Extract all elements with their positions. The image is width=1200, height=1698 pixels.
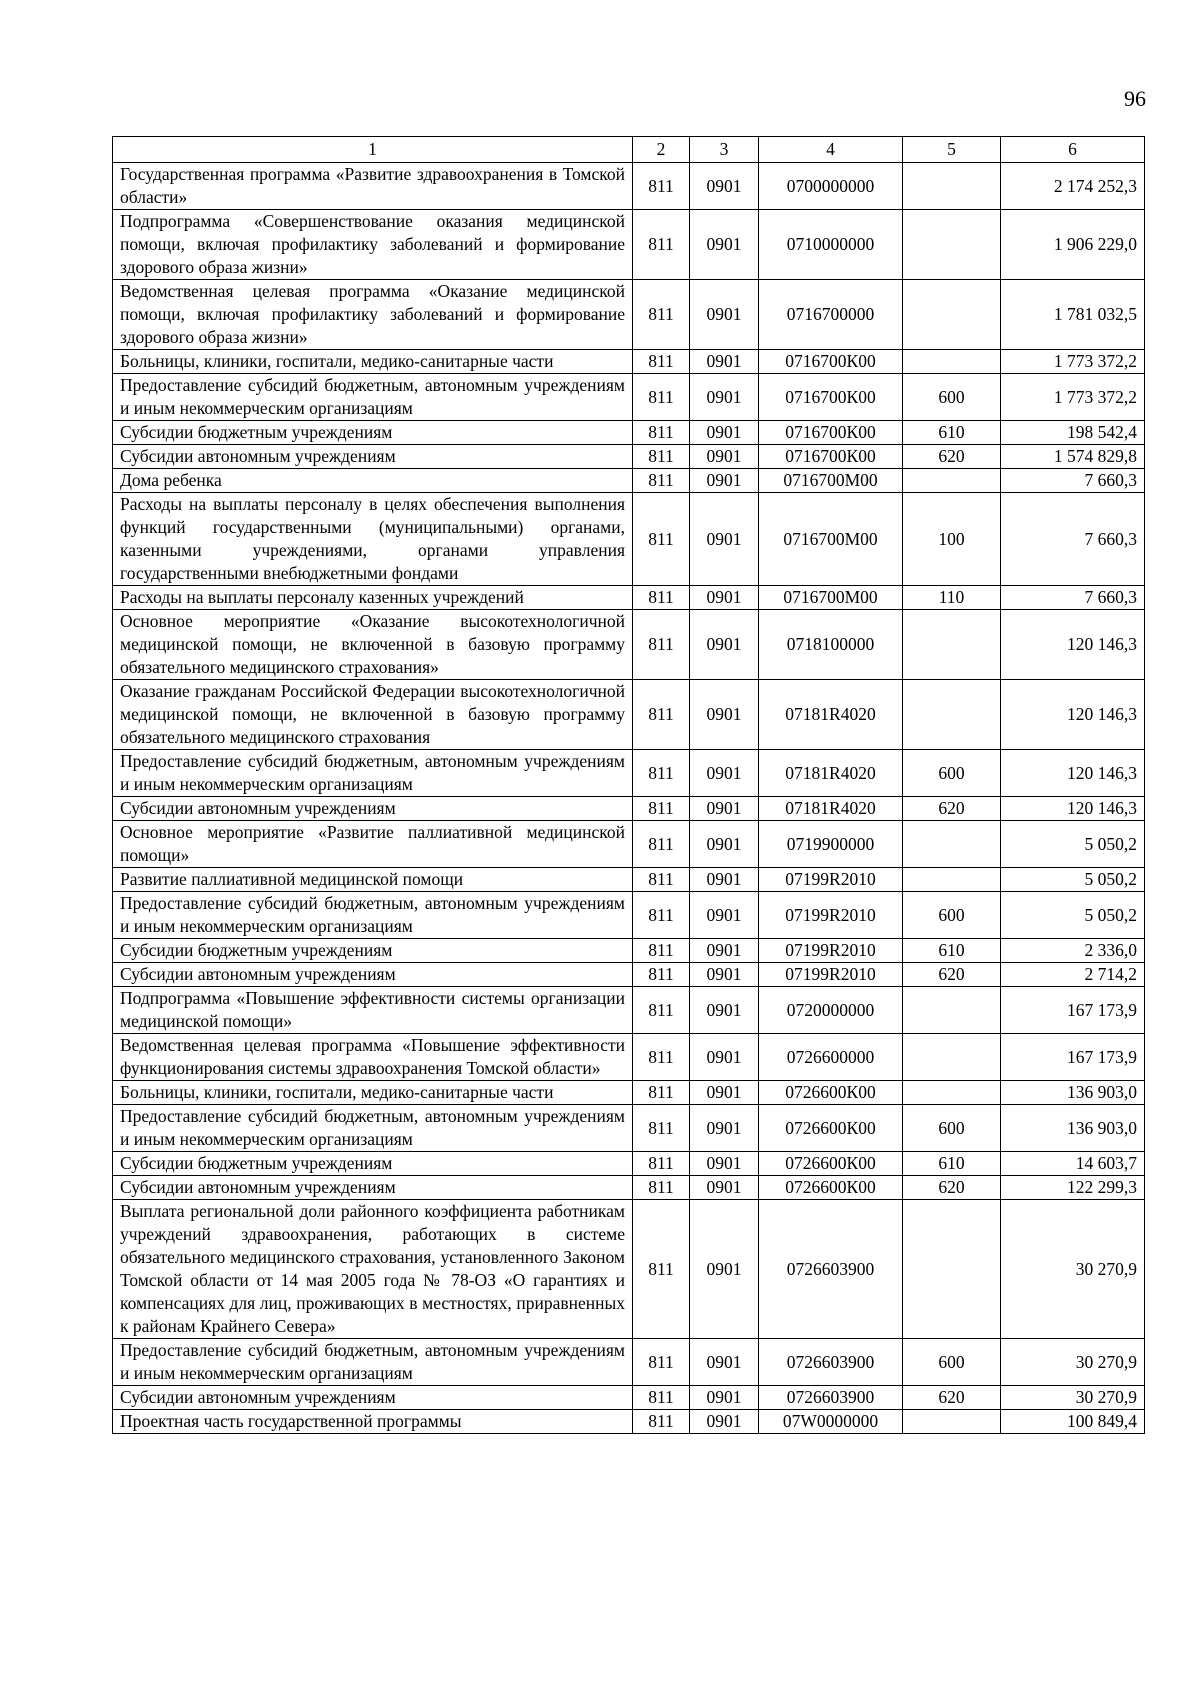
row-name: Субсидии автономным учреждениям — [113, 1386, 633, 1410]
row-expense-type: 110 — [903, 586, 1001, 610]
row-amount: 100 849,4 — [1001, 1410, 1145, 1434]
row-expense-type — [903, 1081, 1001, 1105]
table-row — [113, 1176, 1145, 1200]
row-name: Подпрограмма «Повышение эффективности системы организации медицинской помощи» — [113, 987, 633, 1034]
table-row — [113, 610, 1145, 680]
row-name: Основное мероприятие «Оказание высокотехнологичной медицинской помощи, не включенной в базовую программу обязательного медицинского страхования» — [113, 610, 633, 680]
row-section-code: 0901 — [690, 797, 759, 821]
row-target-code: 0726603900 — [759, 1200, 903, 1339]
row-name: Выплата региональной доли районного коэффициента работникам учреждений здравоохранения, работающих в системе обязательного медицинского страхования, установленного Законом Томской области от 14 мая 2005 года № 78-ОЗ «О гарантиях и компенсациях для лиц, проживающих в местностях, приравненных к районам Крайнего Севера» — [113, 1200, 633, 1339]
row-section-code: 0901 — [690, 1081, 759, 1105]
row-expense-type — [903, 163, 1001, 210]
table-row — [113, 1081, 1145, 1105]
row-ministry-code: 811 — [633, 1081, 690, 1105]
row-amount: 120 146,3 — [1001, 750, 1145, 797]
row-expense-type: 600 — [903, 750, 1001, 797]
row-target-code: 07181R4020 — [759, 797, 903, 821]
row-ministry-code: 811 — [633, 421, 690, 445]
row-target-code: 07199R2010 — [759, 939, 903, 963]
table-row — [113, 1339, 1145, 1386]
row-ministry-code: 811 — [633, 1176, 690, 1200]
table-row — [113, 987, 1145, 1034]
row-name: Предоставление субсидий бюджетным, автономным учреждениям и иным некоммерческим организациям — [113, 374, 633, 421]
row-expense-type: 620 — [903, 963, 1001, 987]
row-section-code: 0901 — [690, 421, 759, 445]
table-row — [113, 210, 1145, 280]
row-ministry-code: 811 — [633, 586, 690, 610]
row-amount: 14 603,7 — [1001, 1152, 1145, 1176]
row-name: Субсидии автономным учреждениям — [113, 797, 633, 821]
row-section-code: 0901 — [690, 868, 759, 892]
row-ministry-code: 811 — [633, 445, 690, 469]
row-name: Субсидии бюджетным учреждениям — [113, 939, 633, 963]
column-header: 2 — [633, 137, 690, 163]
row-amount: 5 050,2 — [1001, 868, 1145, 892]
row-section-code: 0901 — [690, 1105, 759, 1152]
row-expense-type — [903, 469, 1001, 493]
row-section-code: 0901 — [690, 163, 759, 210]
row-amount: 5 050,2 — [1001, 821, 1145, 868]
row-ministry-code: 811 — [633, 280, 690, 350]
table-row — [113, 939, 1145, 963]
row-ministry-code: 811 — [633, 610, 690, 680]
row-amount: 120 146,3 — [1001, 797, 1145, 821]
row-target-code: 0726603900 — [759, 1339, 903, 1386]
row-target-code: 07W0000000 — [759, 1410, 903, 1434]
row-amount: 7 660,3 — [1001, 586, 1145, 610]
row-section-code: 0901 — [690, 445, 759, 469]
row-target-code: 0700000000 — [759, 163, 903, 210]
row-amount: 1 906 229,0 — [1001, 210, 1145, 280]
row-target-code: 07199R2010 — [759, 963, 903, 987]
table-row — [113, 350, 1145, 374]
row-target-code: 0726600К00 — [759, 1176, 903, 1200]
row-section-code: 0901 — [690, 680, 759, 750]
row-section-code: 0901 — [690, 939, 759, 963]
page-number: 96 — [1124, 86, 1146, 111]
row-name: Государственная программа «Развитие здравоохранения в Томской области» — [113, 163, 633, 210]
row-ministry-code: 811 — [633, 1105, 690, 1152]
row-name: Субсидии автономным учреждениям — [113, 963, 633, 987]
row-amount: 167 173,9 — [1001, 1034, 1145, 1081]
row-amount: 30 270,9 — [1001, 1200, 1145, 1339]
row-ministry-code: 811 — [633, 680, 690, 750]
row-section-code: 0901 — [690, 586, 759, 610]
table-row — [113, 1200, 1145, 1339]
row-section-code: 0901 — [690, 493, 759, 586]
table-row — [113, 445, 1145, 469]
row-section-code: 0901 — [690, 750, 759, 797]
row-ministry-code: 811 — [633, 821, 690, 868]
row-expense-type — [903, 1034, 1001, 1081]
row-target-code: 0716700К00 — [759, 445, 903, 469]
row-ministry-code: 811 — [633, 1034, 690, 1081]
table-row — [113, 892, 1145, 939]
row-target-code: 0726600К00 — [759, 1105, 903, 1152]
row-amount: 198 542,4 — [1001, 421, 1145, 445]
row-expense-type — [903, 987, 1001, 1034]
row-name: Подпрограмма «Совершенствование оказания медицинской помощи, включая профилактику заболеваний и формирование здорового образа жизни» — [113, 210, 633, 280]
row-name: Предоставление субсидий бюджетным, автономным учреждениям и иным некоммерческим организациям — [113, 1339, 633, 1386]
column-header: 5 — [903, 137, 1001, 163]
row-name: Субсидии бюджетным учреждениям — [113, 421, 633, 445]
row-expense-type: 620 — [903, 1386, 1001, 1410]
row-amount: 167 173,9 — [1001, 987, 1145, 1034]
row-amount: 122 299,3 — [1001, 1176, 1145, 1200]
row-target-code: 0726600000 — [759, 1034, 903, 1081]
row-name: Развитие паллиативной медицинской помощи — [113, 868, 633, 892]
row-ministry-code: 811 — [633, 987, 690, 1034]
row-amount: 120 146,3 — [1001, 610, 1145, 680]
table-row — [113, 750, 1145, 797]
row-amount: 1 574 829,8 — [1001, 445, 1145, 469]
row-expense-type: 600 — [903, 892, 1001, 939]
row-target-code: 0716700М00 — [759, 493, 903, 586]
column-header: 6 — [1001, 137, 1145, 163]
row-ministry-code: 811 — [633, 210, 690, 280]
row-target-code: 07181R4020 — [759, 750, 903, 797]
column-header: 3 — [690, 137, 759, 163]
row-target-code: 0716700К00 — [759, 421, 903, 445]
table-row — [113, 1105, 1145, 1152]
row-target-code: 0726603900 — [759, 1386, 903, 1410]
row-ministry-code: 811 — [633, 1339, 690, 1386]
row-amount: 7 660,3 — [1001, 469, 1145, 493]
table-row — [113, 421, 1145, 445]
row-ministry-code: 811 — [633, 469, 690, 493]
row-expense-type: 620 — [903, 1176, 1001, 1200]
row-name: Предоставление субсидий бюджетным, автономным учреждениям и иным некоммерческим организациям — [113, 1105, 633, 1152]
row-target-code: 0716700К00 — [759, 374, 903, 421]
row-target-code: 07181R4020 — [759, 680, 903, 750]
row-ministry-code: 811 — [633, 374, 690, 421]
row-name: Субсидии автономным учреждениям — [113, 1176, 633, 1200]
row-expense-type: 610 — [903, 1152, 1001, 1176]
row-amount: 2 336,0 — [1001, 939, 1145, 963]
row-expense-type — [903, 610, 1001, 680]
row-ministry-code: 811 — [633, 1386, 690, 1410]
row-name: Ведомственная целевая программа «Оказание медицинской помощи, включая профилактику заболеваний и формирование здорового образа жизни» — [113, 280, 633, 350]
table-row — [113, 1410, 1145, 1434]
row-amount: 1 773 372,2 — [1001, 374, 1145, 421]
table-row — [113, 821, 1145, 868]
row-name: Предоставление субсидий бюджетным, автономным учреждениям и иным некоммерческим организациям — [113, 892, 633, 939]
row-section-code: 0901 — [690, 821, 759, 868]
row-ministry-code: 811 — [633, 892, 690, 939]
row-expense-type — [903, 821, 1001, 868]
row-expense-type: 610 — [903, 421, 1001, 445]
row-section-code: 0901 — [690, 963, 759, 987]
row-section-code: 0901 — [690, 1410, 759, 1434]
row-target-code: 0726600К00 — [759, 1081, 903, 1105]
row-name: Дома ребенка — [113, 469, 633, 493]
row-section-code: 0901 — [690, 1200, 759, 1339]
row-name: Проектная часть государственной программы — [113, 1410, 633, 1434]
row-target-code: 0720000000 — [759, 987, 903, 1034]
row-section-code: 0901 — [690, 1152, 759, 1176]
table-row — [113, 680, 1145, 750]
header-row — [113, 137, 1145, 163]
row-target-code: 0716700К00 — [759, 350, 903, 374]
row-section-code: 0901 — [690, 610, 759, 680]
row-target-code: 0719900000 — [759, 821, 903, 868]
row-name: Субсидии автономным учреждениям — [113, 445, 633, 469]
row-expense-type — [903, 210, 1001, 280]
row-ministry-code: 811 — [633, 797, 690, 821]
row-ministry-code: 811 — [633, 350, 690, 374]
row-amount: 30 270,9 — [1001, 1386, 1145, 1410]
row-ministry-code: 811 — [633, 963, 690, 987]
row-target-code: 0716700М00 — [759, 469, 903, 493]
column-header: 1 — [113, 137, 633, 163]
row-amount: 2 174 252,3 — [1001, 163, 1145, 210]
row-ministry-code: 811 — [633, 868, 690, 892]
row-name: Предоставление субсидий бюджетным, автономным учреждениям и иным некоммерческим организациям — [113, 750, 633, 797]
row-section-code: 0901 — [690, 1176, 759, 1200]
row-target-code: 07199R2010 — [759, 892, 903, 939]
row-expense-type — [903, 680, 1001, 750]
row-expense-type: 100 — [903, 493, 1001, 586]
table-row — [113, 469, 1145, 493]
row-expense-type — [903, 1200, 1001, 1339]
table-row — [113, 797, 1145, 821]
row-name: Оказание гражданам Российской Федерации высокотехнологичной медицинской помощи, не включенной в базовую программу обязательного медицинского страхования — [113, 680, 633, 750]
row-expense-type: 600 — [903, 1105, 1001, 1152]
row-amount: 1 781 032,5 — [1001, 280, 1145, 350]
row-name: Больницы, клиники, госпитали, медико-санитарные части — [113, 1081, 633, 1105]
row-ministry-code: 811 — [633, 163, 690, 210]
row-target-code: 0726600К00 — [759, 1152, 903, 1176]
row-section-code: 0901 — [690, 374, 759, 421]
row-expense-type: 600 — [903, 374, 1001, 421]
row-amount: 30 270,9 — [1001, 1339, 1145, 1386]
row-ministry-code: 811 — [633, 1410, 690, 1434]
table-row — [113, 1152, 1145, 1176]
row-target-code: 0716700М00 — [759, 586, 903, 610]
table-row — [113, 586, 1145, 610]
row-name: Ведомственная целевая программа «Повышение эффективности функционирования системы здравоохранения Томской области» — [113, 1034, 633, 1081]
row-section-code: 0901 — [690, 892, 759, 939]
table-body — [113, 163, 1145, 1434]
row-amount: 1 773 372,2 — [1001, 350, 1145, 374]
row-ministry-code: 811 — [633, 939, 690, 963]
row-target-code: 0710000000 — [759, 210, 903, 280]
row-section-code: 0901 — [690, 350, 759, 374]
row-section-code: 0901 — [690, 469, 759, 493]
row-section-code: 0901 — [690, 987, 759, 1034]
row-name: Расходы на выплаты персоналу казенных учреждений — [113, 586, 633, 610]
row-expense-type: 610 — [903, 939, 1001, 963]
row-amount: 2 714,2 — [1001, 963, 1145, 987]
row-target-code: 0716700000 — [759, 280, 903, 350]
row-expense-type: 620 — [903, 445, 1001, 469]
budget-table — [112, 136, 1145, 1434]
row-target-code: 0718100000 — [759, 610, 903, 680]
row-section-code: 0901 — [690, 210, 759, 280]
row-amount: 136 903,0 — [1001, 1081, 1145, 1105]
row-expense-type — [903, 350, 1001, 374]
row-expense-type: 600 — [903, 1339, 1001, 1386]
table-row — [113, 163, 1145, 210]
row-name: Субсидии бюджетным учреждениям — [113, 1152, 633, 1176]
table-row — [113, 280, 1145, 350]
table-row — [113, 1386, 1145, 1410]
row-name: Расходы на выплаты персоналу в целях обеспечения выполнения функций государственными (муниципальными) органами, казенными учреждениями, органами управления государственными внебюджетными фондами — [113, 493, 633, 586]
row-target-code: 07199R2010 — [759, 868, 903, 892]
row-amount: 7 660,3 — [1001, 493, 1145, 586]
table-row — [113, 493, 1145, 586]
row-expense-type: 620 — [903, 797, 1001, 821]
row-amount: 5 050,2 — [1001, 892, 1145, 939]
row-ministry-code: 811 — [633, 750, 690, 797]
row-name: Основное мероприятие «Развитие паллиативной медицинской помощи» — [113, 821, 633, 868]
row-expense-type — [903, 1410, 1001, 1434]
table-row — [113, 963, 1145, 987]
table-row — [113, 868, 1145, 892]
row-section-code: 0901 — [690, 1339, 759, 1386]
row-ministry-code: 811 — [633, 493, 690, 586]
row-section-code: 0901 — [690, 1386, 759, 1410]
row-ministry-code: 811 — [633, 1152, 690, 1176]
table-row — [113, 374, 1145, 421]
row-amount: 136 903,0 — [1001, 1105, 1145, 1152]
row-name: Больницы, клиники, госпитали, медико-санитарные части — [113, 350, 633, 374]
row-ministry-code: 811 — [633, 1200, 690, 1339]
row-expense-type — [903, 280, 1001, 350]
row-expense-type — [903, 868, 1001, 892]
row-section-code: 0901 — [690, 1034, 759, 1081]
column-header: 4 — [759, 137, 903, 163]
row-amount: 120 146,3 — [1001, 680, 1145, 750]
row-section-code: 0901 — [690, 280, 759, 350]
table-row — [113, 1034, 1145, 1081]
